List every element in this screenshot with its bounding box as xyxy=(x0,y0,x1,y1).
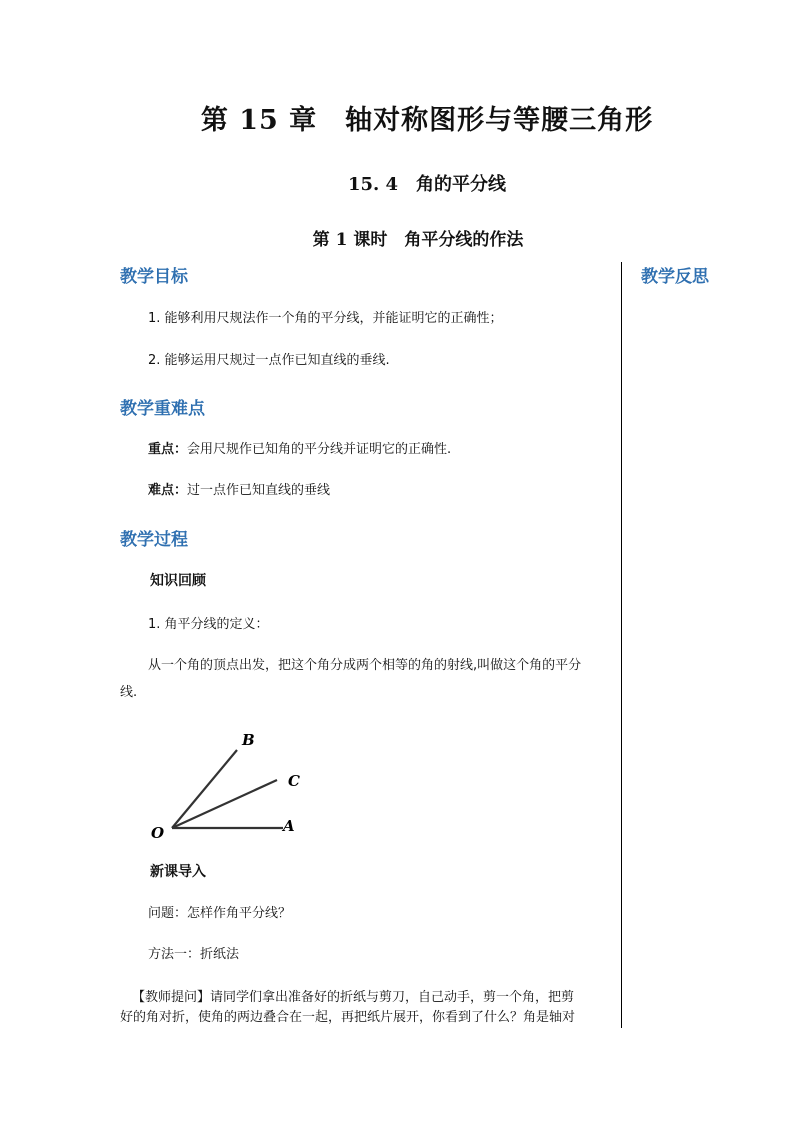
ray-oc xyxy=(172,780,277,828)
lesson-title: 第 1 课时 角平分线的作法 xyxy=(312,230,524,250)
objectives-heading: 教学目标 xyxy=(120,267,188,287)
teacher-prompt-line-1: 【教师提问】请同学们拿出准备好的折纸与剪刀，自己动手，剪一个角，把剪 xyxy=(132,990,575,1005)
objective-item-2: 2. 能够运用尺规过一点作已知直线的垂线. xyxy=(148,353,390,368)
ray-ob xyxy=(172,750,237,828)
definition-label: 1. 角平分线的定义： xyxy=(148,617,269,632)
label-a: A xyxy=(283,817,295,835)
teacher-prompt-line-2: 好的角对折，使角的两边叠合在一起，再把纸片展开，你看到了什么？角是轴对 xyxy=(120,1010,576,1025)
angle-bisector-figure xyxy=(140,725,320,845)
key-points-heading: 教学重难点 xyxy=(120,399,205,419)
process-heading: 教学过程 xyxy=(120,530,188,550)
difficulty-line xyxy=(148,481,330,501)
difficulty-text: 过一点作已知直线的垂线 xyxy=(187,483,331,498)
label-o: O xyxy=(151,824,165,842)
question-line: 问题：怎样作角平分线？ xyxy=(148,906,292,921)
reflection-heading: 教学反思 xyxy=(641,267,709,287)
chapter-title: 第 15 章 轴对称图形与等腰三角形 xyxy=(200,105,654,136)
method-one-line: 方法一：折纸法 xyxy=(148,947,240,962)
difficulty-label: 难点： xyxy=(148,483,188,498)
focus-line xyxy=(148,440,451,460)
label-b: B xyxy=(242,731,255,749)
objective-item-1: 1. 能够利用尺规法作一个角的平分线，并能证明它的正确性； xyxy=(148,311,503,326)
focus-text: 会用尺规作已知角的平分线并证明它的正确性. xyxy=(187,442,452,457)
definition-line-2: 线. xyxy=(120,685,138,700)
definition-line-1: 从一个角的顶点出发，把这个角分成两个相等的角的射线,叫做这个角的平分 xyxy=(148,658,582,673)
review-heading: 知识回顾 xyxy=(150,573,206,589)
new-lesson-heading: 新课导入 xyxy=(150,864,206,880)
label-c: C xyxy=(288,772,300,790)
section-title: 15. 4 角的平分线 xyxy=(347,174,507,195)
focus-label: 重点： xyxy=(148,442,188,457)
column-divider xyxy=(621,262,622,1028)
